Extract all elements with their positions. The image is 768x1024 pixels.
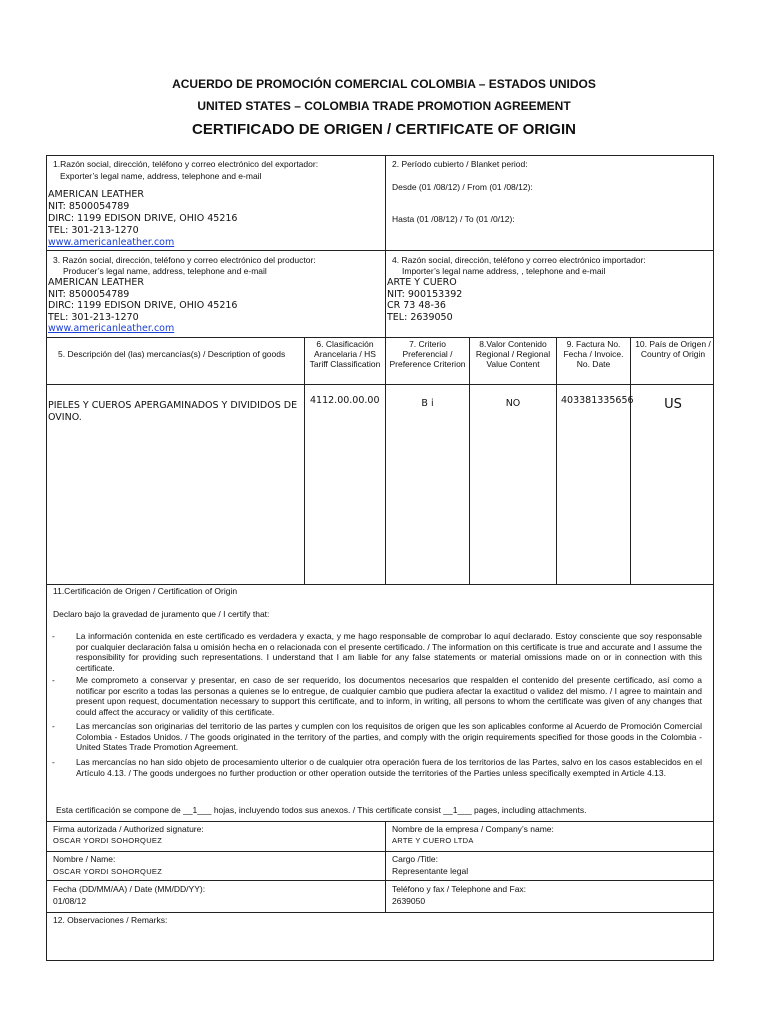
certification-statement-1: La información contenida en este certificado es verdadera y exacta, y me hago responsable de comprobar lo aquí declarado. Estoy consciente que soy responsable por cualquier declaración falsa u omisión hecha en o relacionada con el presente certificado. / The information on this certificate is true and accurate and I assume the responsibility for providing such representations. I understand that I am liable for any false statements or material omissions made on or in connection with this certificate.	[76, 631, 702, 673]
certificate-title: CERTIFICADO DE ORIGEN / CERTIFICATE OF ORIGIN	[192, 121, 576, 138]
importer-label-es: 4. Razón social, dirección, teléfono y correo electrónico importador:	[392, 255, 646, 265]
divider	[46, 250, 714, 251]
divider	[46, 821, 714, 822]
divider	[469, 337, 470, 584]
goods-hs-code: 4112.00.00.00	[310, 395, 380, 406]
goods-rvc: NO	[505, 398, 521, 409]
bullet-dash: -	[52, 757, 55, 767]
col-criterion-header: 7. Criterio Preferencial / Preference Criterion	[389, 339, 466, 369]
phone-value: 2639050	[392, 896, 426, 906]
certification-statement-3: Las mercancías son originarias del territorio de las partes y cumplen con los requisitos de origen que les son aplicables conforme al Acuerdo de Promoción Comercial Colombia - Estados Unidos. / The goods originated in the territory of the parties, and comply with the origin requirements specified for those goods in the Colombia - United States Trade Promotion Agreement.	[76, 721, 702, 752]
exporter-tel: TEL: 301-213-1270	[48, 225, 139, 236]
blanket-period-from: Desde (01 /08/12) / From (01 /08/12):	[392, 182, 533, 192]
importer-name: ARTE Y CUERO	[387, 277, 457, 288]
divider	[304, 337, 305, 584]
importer-nit: NIT: 900153392	[387, 289, 463, 300]
importer-tel: TEL: 2639050	[387, 312, 453, 323]
name-value: OSCAR YORDI SOHORQUEZ	[53, 867, 163, 876]
title-label: Cargo /Title:	[392, 854, 438, 864]
divider	[46, 851, 714, 852]
certification-label: 11.Certificación de Origen / Certification of Origin	[53, 586, 238, 596]
blanket-period-label: 2. Período cubierto / Blanket period:	[392, 159, 528, 169]
goods-description: PIELES Y CUEROS APERGAMINADOS Y DIVIDIDOS DE OVINO.	[48, 400, 298, 423]
date-label: Fecha (DD/MM/AA) / Date (MM/DD/YY):	[53, 884, 206, 894]
divider	[46, 384, 714, 385]
bullet-dash: -	[52, 631, 55, 641]
exporter-label-es: 1.Razón social, dirección, teléfono y correo electrónico del exportador:	[53, 159, 319, 169]
name-label: Nombre / Name:	[53, 854, 116, 864]
title-value: Representante legal	[392, 866, 469, 876]
goods-country: US	[664, 397, 682, 412]
bullet-dash: -	[52, 721, 55, 731]
producer-name: AMERICAN LEATHER	[48, 277, 144, 288]
exporter-website-link[interactable]: www.americanleather.com	[48, 237, 175, 248]
col-rvc-header: 8.Valor Contenido Regional / Regional Value Content	[475, 339, 551, 369]
divider	[46, 584, 714, 585]
goods-criterion: B i	[421, 398, 434, 409]
blanket-period-to: Hasta (01 /08/12) / To (01 /0/12):	[392, 214, 515, 224]
divider	[385, 155, 386, 337]
certification-pages: Esta certificación se compone de __1___ hojas, incluyendo todos sus anexos. / This certificate consist __1___ pages, including attachments.	[56, 805, 587, 815]
producer-nit: NIT: 8500054789	[48, 289, 130, 300]
divider	[556, 337, 557, 584]
col-description-header: 5. Descripción del (las) mercancías(s) / Description of goods	[58, 349, 286, 359]
importer-label-en: Importer’s legal name address, , telephone and e-mail	[402, 266, 606, 276]
bullet-dash: -	[52, 675, 55, 685]
remarks-label: 12. Observaciones / Remarks:	[53, 915, 168, 925]
col-hs-header: 6. Clasificación Arancelaria / HS Tariff Classification	[309, 339, 381, 369]
divider	[385, 337, 386, 584]
divider	[46, 912, 714, 913]
divider	[385, 821, 386, 912]
producer-label-en: Producer’s legal name, address, telephone and e-mail	[63, 266, 267, 276]
exporter-nit: NIT: 8500054789	[48, 201, 130, 212]
exporter-name: AMERICAN LEATHER	[48, 189, 144, 200]
producer-address: DIRC: 1199 EDISON DRIVE, OHIO 45216	[48, 300, 238, 311]
exporter-label-en: Exporter’s legal name, address, telephone and e-mail	[60, 171, 262, 181]
producer-tel: TEL: 301-213-1270	[48, 312, 139, 323]
divider	[46, 880, 714, 881]
date-value: 01/08/12	[53, 896, 87, 906]
agreement-title-en: UNITED STATES – COLOMBIA TRADE PROMOTION AGREEMENT	[197, 99, 571, 113]
producer-label-es: 3. Razón social, dirección, teléfono y correo electrónico del productor:	[53, 255, 316, 265]
producer-website-link[interactable]: www.americanleather.com	[48, 323, 175, 334]
col-invoice-header: 9. Factura No. Fecha / Invoice. No. Date	[563, 339, 624, 369]
company-value: ARTE Y CUERO LTDA	[392, 836, 474, 845]
company-label: Nombre de la empresa / Company’s name:	[392, 824, 554, 834]
signature-value: OSCAR YORDI SOHORQUEZ	[53, 836, 163, 845]
divider	[630, 337, 631, 584]
goods-invoice: 403381335656	[561, 395, 634, 406]
signature-label: Firma autorizada / Authorized signature:	[53, 824, 204, 834]
col-country-header: 10. País de Origen / Country of Origin	[635, 339, 711, 359]
certification-statement-2: Me comprometo a conservar y presentar, en caso de ser requerido, los documentos necesarios que respalden el contenido del presente certificado, así como a notificar por escrito a todas las personas a quienes se lo entregue, de cualquier cambio que pudiera afectar la exactitud o validez del mismo. / I agree to maintain and present upon request, documentation necessary to support this certificate, and to inform, in writing, all persons to whom the certificate was given of any changes that could affect the accuracy or validity of this certificate.	[76, 675, 702, 717]
divider	[46, 337, 714, 338]
certification-statement-4: Las mercancías no han sido objeto de procesamiento ulterior o de cualquier otra operación fuera de los territorios de las Partes, salvo en los casos establecidos en el Artículo 4.13. / The goods undergoes no further production or other operation outside the territories of the Parties unless specifically exempted in Article 4.13.	[76, 757, 702, 778]
agreement-title-es: ACUERDO DE PROMOCIÓN COMERCIAL COLOMBIA – ESTADOS UNIDOS	[172, 77, 596, 91]
exporter-address: DIRC: 1199 EDISON DRIVE, OHIO 45216	[48, 213, 238, 224]
phone-label: Teléfono y fax / Telephone and Fax:	[392, 884, 527, 894]
certification-intro: Declaro bajo la gravedad de juramento que / I certify that:	[53, 609, 270, 619]
importer-address: CR 73 48-36	[387, 300, 446, 311]
